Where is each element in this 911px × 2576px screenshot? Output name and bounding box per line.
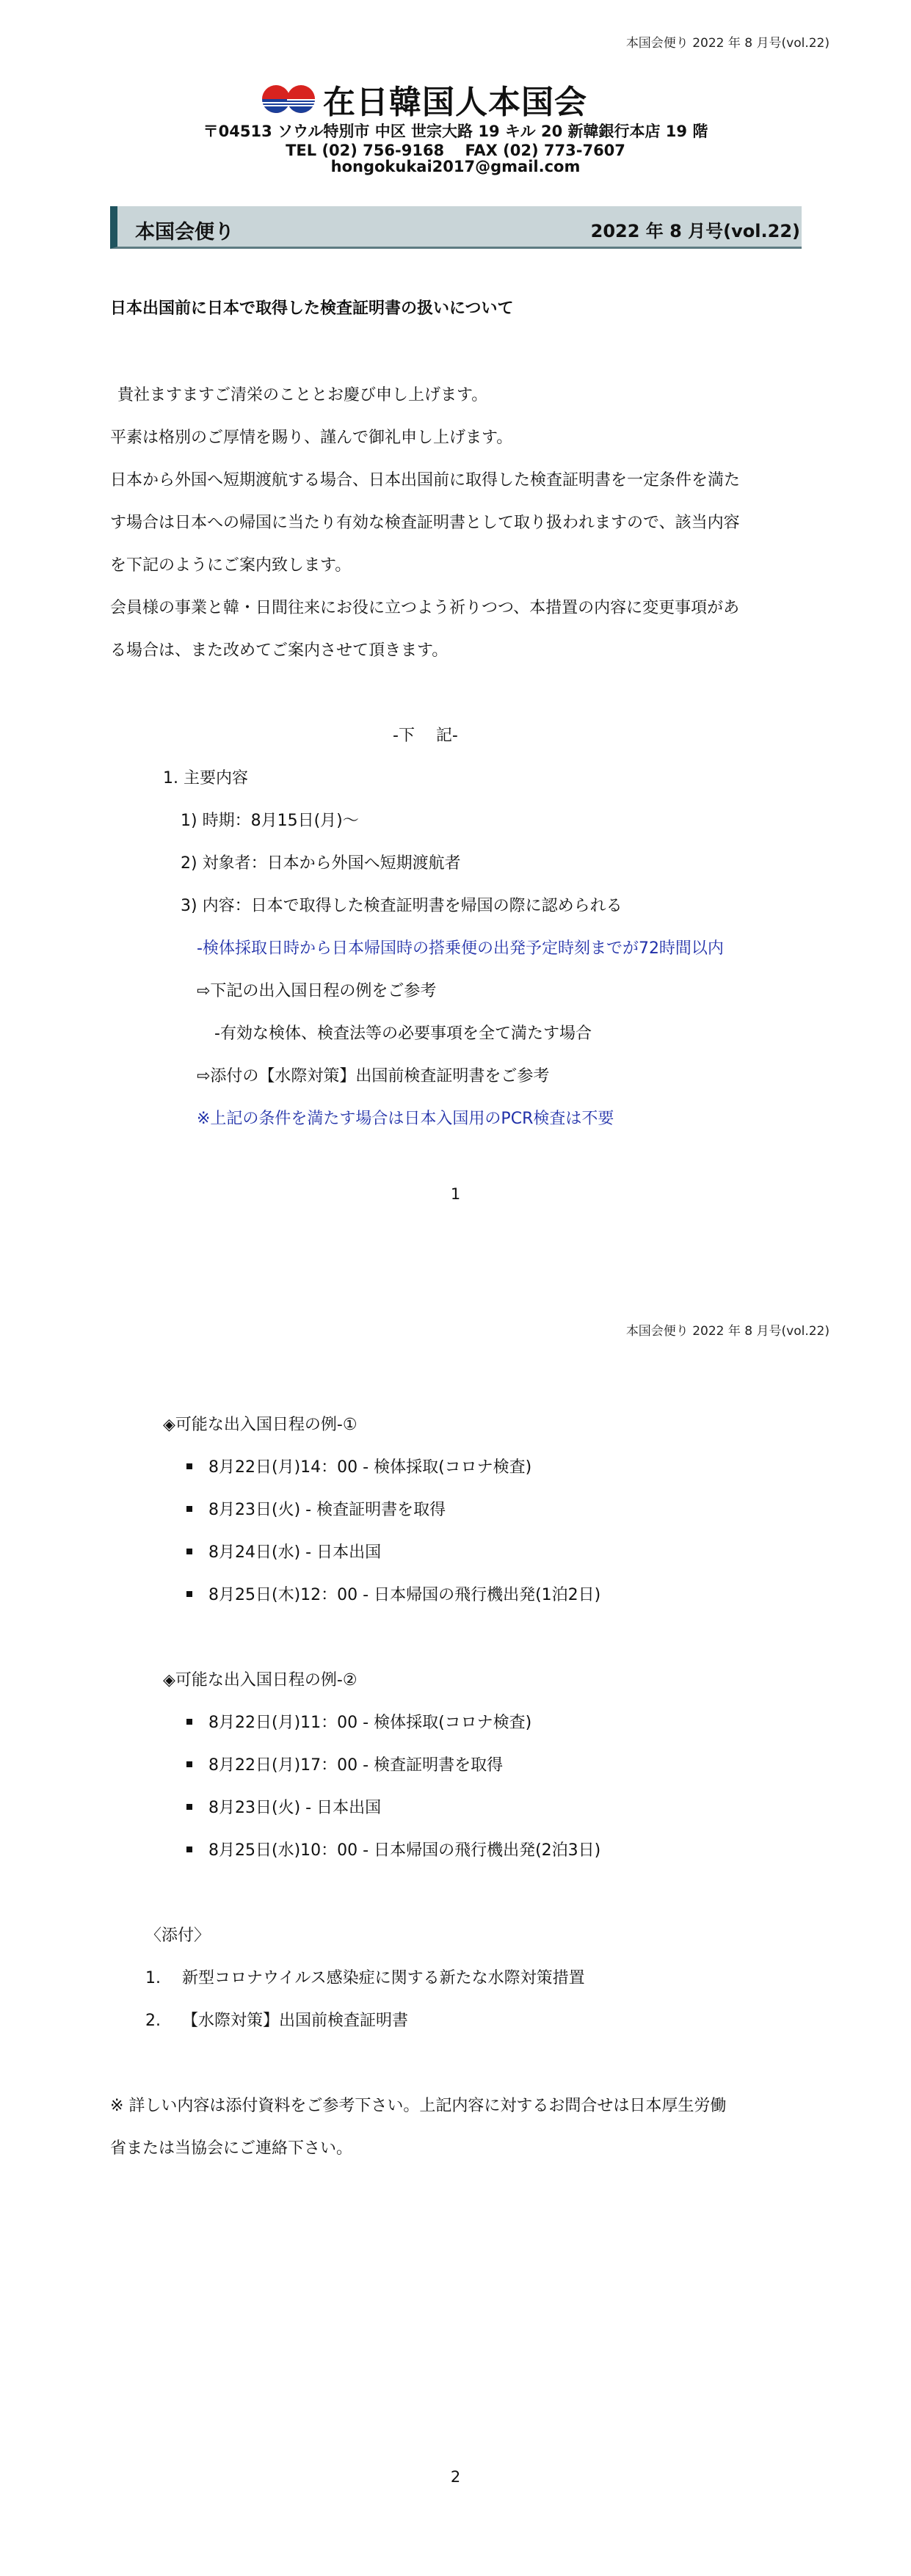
phone-fax-line: TEL (02) 756-9168 FAX (02) 773-7607 [286, 142, 625, 159]
bullet-icon [186, 1761, 192, 1767]
schedule-item: 8月24日(水) - 日本出国 [186, 1540, 381, 1562]
schedule-item: 8月25日(水)10：00 - 日本帰国の飛行機出発(2泊3日) [186, 1838, 600, 1860]
org-emblem-icon [261, 83, 316, 115]
schedule-item: 8月22日(月)17：00 - 検査証明書を取得 [186, 1753, 503, 1775]
list-item: 3) 内容：日本で取得した検査証明書を帰国の際に認められる [181, 897, 623, 915]
bullet-icon [186, 1463, 192, 1469]
attachment-item: 2. 【水際対策】出国前検査証明書 [145, 2012, 409, 2030]
bullet-icon [186, 1549, 192, 1554]
banner-issue: 2022 年 8 月号(vol.22) [590, 221, 800, 241]
reference-line: ⇨下記の出入国日程の例をご参考 [197, 982, 437, 1000]
bullet-icon [186, 1719, 192, 1725]
example-2-title: ◈可能な出入国日程の例-② [163, 1671, 357, 1689]
reference-line: ⇨添付の【水際対策】出国前検査証明書をご参考 [197, 1067, 550, 1085]
running-header: 本国会便り 2022 年 8 月号(vol.22) [625, 36, 830, 51]
bullet-icon [186, 1804, 192, 1810]
bullet-icon [186, 1591, 192, 1597]
condition-line: -有効な検体、検査法等の必要事項を全て満たす場合 [214, 1025, 592, 1043]
schedule-item: 8月22日(月)14：00 - 検体採取(コロナ検査) [186, 1455, 531, 1477]
banner-title: 本国会便り [135, 221, 234, 244]
list-item: 2) 対象者：日本から外国へ短期渡航者 [181, 854, 461, 873]
list-item: 1) 時期：8月15日(月)～ [181, 812, 359, 830]
contact-note: ※ 詳しい内容は添付資料をご参考下さい。上記内容に対するお問合せは日本厚生労働 [110, 2097, 727, 2115]
paragraph-line: る場合は、また改めてご案内させて頂きます。 [110, 641, 449, 660]
attachment-item: 1. 新型コロナウイルス感染症に関する新たな水際対策措置 [145, 1969, 585, 1987]
schedule-item: 8月22日(月)11：00 - 検体採取(コロナ検査) [186, 1710, 531, 1733]
section-title: 1. 主要内容 [163, 769, 248, 787]
attachment-title: 〈添付〉 [145, 1926, 211, 1945]
kiki-heading: -下 記- [393, 727, 458, 745]
address-line: 〒04513 ソウル特別市 中区 世宗大路 19 キル 20 新韓銀行本店 19 階 [203, 123, 708, 140]
page-number: 1 [450, 1185, 461, 1203]
schedule-item: 8月23日(火) - 日本出国 [186, 1795, 381, 1818]
example-1-title: ◈可能な出入国日程の例-① [163, 1416, 357, 1434]
schedule-item: 8月23日(火) - 検査証明書を取得 [186, 1497, 446, 1520]
paragraph-line: を下記のようにご案内致します。 [110, 556, 352, 575]
schedule-item: 8月25日(木)12：00 - 日本帰国の飛行機出発(1泊2日) [186, 1582, 600, 1605]
org-logo [261, 76, 587, 123]
email-address: hongokukai2017@gmail.com [330, 158, 581, 175]
highlight-note: ※上記の条件を満たす場合は日本入国用のPCR検査は不要 [197, 1110, 614, 1128]
newsletter-banner [110, 206, 802, 249]
paragraph-line: す場合は日本への帰国に当たり有効な検査証明書として取り扱われますので、該当内容 [110, 514, 740, 532]
paragraph-line: 平素は格別のご厚情を賜り、謹んで御礼申し上げます。 [110, 429, 513, 447]
paragraph-line: 会員様の事業と韓・日間往来にお役に立つよう祈りつつ、本措置の内容に変更事項があ [110, 599, 740, 617]
highlight-condition: -検体採取日時から日本帰国時の搭乗便の出発予定時刻までが72時間以内 [197, 939, 724, 958]
contact-note: 省または当協会にご連絡下さい。 [110, 2139, 353, 2158]
paragraph-line: 貴社ますますご清栄のこととお慶び申し上げます。 [117, 386, 488, 404]
page-number: 2 [450, 2468, 461, 2486]
bullet-icon [186, 1847, 192, 1852]
bullet-icon [186, 1506, 192, 1512]
running-header: 本国会便り 2022 年 8 月号(vol.22) [625, 1324, 830, 1339]
org-name: 在日韓国人本国会 [323, 84, 587, 121]
paragraph-line: 日本から外国へ短期渡航する場合、日本出国前に取得した検査証明書を一定条件を満た [110, 471, 741, 490]
page-2 [0, 1288, 911, 2576]
notice-subject: 日本出国前に日本で取得した検査証明書の扱いについて [110, 299, 514, 318]
